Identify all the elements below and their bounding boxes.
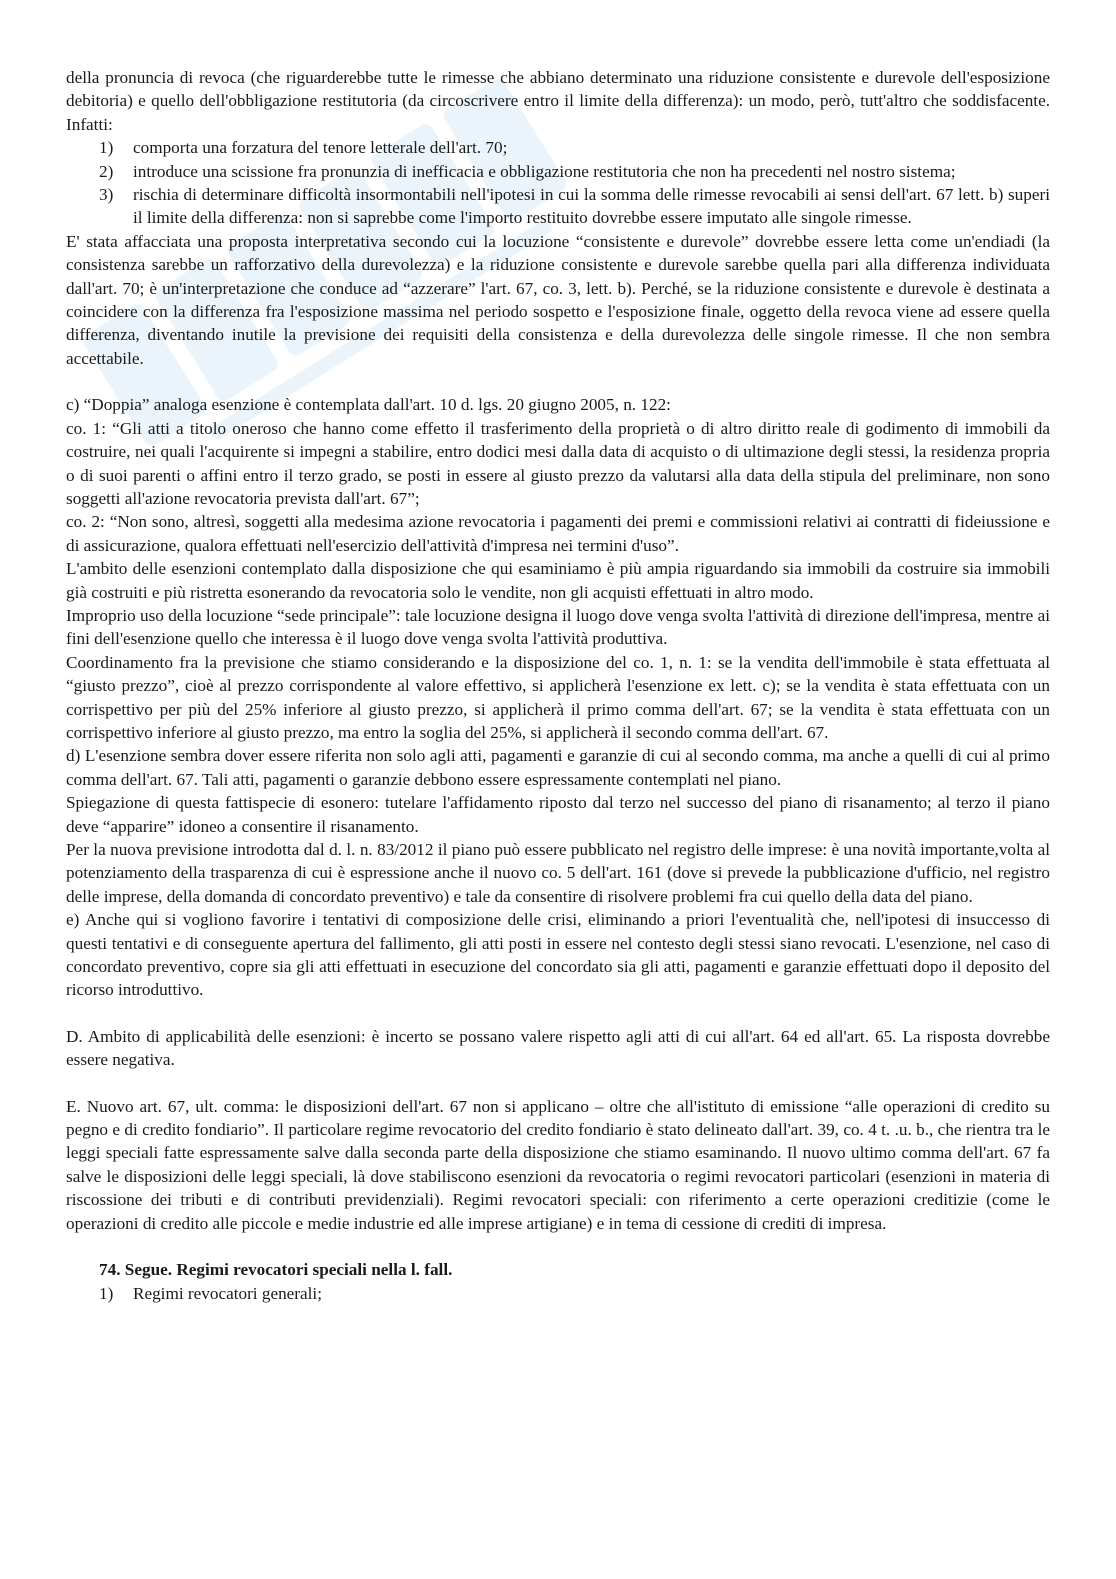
list-number: 1) [99, 138, 114, 158]
list-item [66, 183, 1050, 230]
paragraph-D: D. Ambito di applicabilità delle esenzioni: è incerto se possano valere rispetto agli atti di cui all'art. 64 ed all'art. 65. La risposta dovrebbe essere negativa. [66, 1026, 1050, 1070]
section-heading-74: 74. Segue. Regimi revocatori speciali nella l. fall. [99, 1260, 453, 1280]
paragraph-c: c) “Doppia” analoga esenzione è contemplata dall'art. 10 d. lgs. 20 giugno 2005, n. 122: [66, 395, 671, 415]
list-item [66, 136, 1050, 159]
intro-paragraph: della pronuncia di revoca (che riguarderebbe tutte le rimesse che abbiano determinato una riduzione consistente e durevole dell'esposizione debitoria) e quello dell'obbligazione restitutoria (da circoscrivere entro il limite della differenza): un modo, però, tutt'altro che soddisfacente. Infatti: [66, 68, 1050, 134]
paragraph-co1: co. 1: “Gli atti a titolo oneroso che hanno come effetto il trasferimento della proprietà o di altro diritto reale di godimento di immobili da costruire, nei quali l'acquirente si impegni a stabilire, entro dodici mesi dalla data di acquisto o di ultimazione degli stessi, la residenza propria o di suoi parenti o affini entro il terzo grado, se posti in essere al giusto prezzo da valutarsi alla data della stipula del preliminare, non sono soggetti all'azione revocatoria prevista dall'art. 67”; [66, 418, 1050, 508]
paragraph-improprio: Improprio uso della locuzione “sede principale”: tale locuzione designa il luogo dove venga svolta l'attività di direzione dell'impresa, mentre ai fini dell'esenzione quello che interessa è il luogo dove venga svolta l'attività produttiva. [66, 605, 1050, 649]
list-text: rischia di determinare difficoltà insormontabili nell'ipotesi in cui la somma delle rimesse revocabili ai sensi dell'art. 67 lett. b) superi il limite della differenza: non si saprebbe come l'importo restituito dovrebbe essere imputato alle singole rimesse. [133, 185, 1050, 228]
list-text: comporta una forzatura del tenore letterale dell'art. 70; [133, 138, 508, 158]
list-item [66, 160, 1050, 183]
paragraph-e: e) Anche qui si vogliono favorire i tentativi di composizione delle crisi, eliminando a priori l'eventualità che, nell'ipotesi di insuccesso di questi tentativi e di conseguente apertura del fallimento, gli atti posti in essere nel contesto degli stessi siano revocati. L'esenzione, nel caso di concordato preventivo, copre sia gli atti effettuati in esecuzione del concordato sia gli atti, pagamenti e garanzie effettuati dopo il deposito del ricorso introduttivo. [66, 910, 1050, 1000]
paragraph-ambito: L'ambito delle esenzioni contemplato dalla disposizione che qui esaminiamo è più ampia riguardando sia immobili da costruire sia immobili già costruiti e più ristretta esonerando da revocatoria solo le vendite, non gli acquisti effettuati in altro modo. [66, 559, 1050, 602]
list-text: Regimi revocatori generali; [133, 1283, 322, 1303]
paragraph-co2: co. 2: “Non sono, altresì, soggetti alla medesima azione revocatoria i pagamenti dei premi e commissioni relativi ai contratti di fideiussione e di assicurazione, qualora effettuati nell'esercizio dell'attività d'impresa nei termini d'uso”. [66, 512, 1050, 555]
paragraph-nuova-previsione: Per la nuova previsione introdotta dal d. l. n. 83/2012 il piano può essere pubblicato nel registro delle imprese: è una novità importante,volta al potenziamento della trasparenza di cui è espressione anche il nuovo co. 5 dell'art. 161 (dove si prevede la pubblicazione d'ufficio, nel registro delle imprese, della domanda di concordato preventivo) e tale da consentire di risolvere problemi fra cui quello della data del piano. [66, 840, 1050, 906]
paragraph-spiegazione: Spiegazione di questa fattispecie di esonero: tutelare l'affidamento riposto dal terzo nel successo del piano di risanamento; al terzo il piano deve “apparire” idoneo a consentire il risanamento. [66, 793, 1050, 836]
list-item [66, 1282, 1050, 1305]
list-number: 3) [99, 185, 114, 205]
paragraph-coordinamento: Coordinamento fra la previsione che stiamo considerando e la disposizione del co. 1, n. 1: se la vendita dell'immobile è stata effettuata al “giusto prezzo”, cioè al prezzo corrispondente al valore effettivo, si applicherà l'esenzione ex lett. c); se la vendita è stata effettuata con un corrispettivo per più del 25% inferiore al giusto prezzo, si applicherà il primo comma dell'art. 67; se la vendita è stata effettuata con un corrispettivo inferiore al giusto prezzo, ma entro la soglia del 25%, si applicherà il secondo comma dell'art. 67. [66, 652, 1050, 742]
list-text: introduce una scissione fra pronunzia di inefficacia e obbligazione restitutoria che non ha precedenti nel nostro sistema; [133, 161, 956, 181]
paragraph-endiadi: E' stata affacciata una proposta interpretativa secondo cui la locuzione “consistente e durevole” dovrebbe essere letta come un'endiadi (la consistenza sarebbe un rafforzativo della durevolezza) e la riduzione consistente e durevole sarebbe quella pari alla differenza individuata dall'art. 70; è un'interpretazione che conduce ad “azzerare” l'art. 67, co. 3, lett. b). Perché, se la riduzione consistente e durevole è destinata a coincidere con la differenza fra l'esposizione massima nel periodo sospetto e l'esposizione finale, oggetto della revoca viene ad essere quella differenza, diventando inutile la previsione dei requisiti della consistenza e della durevolezza delle singole rimesse. Il che non sembra accettabile. [66, 231, 1050, 368]
paragraph-E: E. Nuovo art. 67, ult. comma: le disposizioni dell'art. 67 non si applicano – oltre che all'istituto di emissione “alle operazioni di credito su pegno e di credito fondiario”. Il particolare regime revocatorio del credito fondiario è stato delineato dall'art. 39, co. 4 t. .u. b., che rientra tra le leggi speciali fatte espressamente salve dalla seconda parte della disposizione che stiamo esaminando. Il nuovo ultimo comma dell'art. 67 fa salve le disposizioni delle leggi speciali, là dove stabiliscono esenzioni da revocatoria o regimi revocatori particolari (esenzioni in materia di riscossione dei tributi e di contributi previdenziali). Regimi revocatori speciali: con riferimento a certe operazioni creditizie (come le operazioni di credito alle piccole e medie industrie ed alle imprese artigiane) e in tema di cessione di crediti di impresa. [66, 1096, 1050, 1233]
list-number: 1) [99, 1283, 114, 1303]
numbered-list-objections [66, 136, 1050, 230]
list-number: 2) [99, 161, 114, 181]
numbered-list-regimi [66, 1282, 1050, 1305]
document-page [66, 66, 1050, 1305]
paragraph-d: d) L'esenzione sembra dover essere riferita non solo agli atti, pagamenti e garanzie di cui al secondo comma, ma anche a quelli di cui al primo comma dell'art. 67. Tali atti, pagamenti o garanzie debbono essere espressamente contemplati nel piano. [66, 746, 1050, 789]
